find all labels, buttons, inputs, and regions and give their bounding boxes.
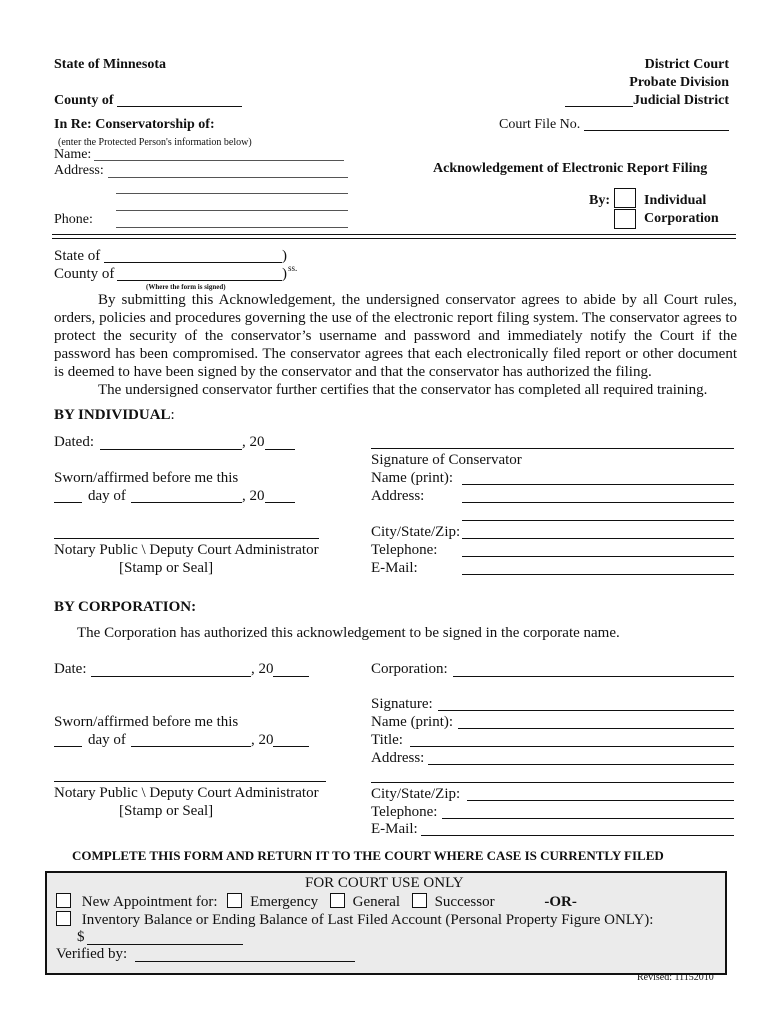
corporation-title-field[interactable] [410,746,734,747]
court-use-box [45,871,727,975]
individual-telephone-label: Telephone: [371,542,438,558]
venue-state-field[interactable] [104,262,282,263]
corporation-name-field[interactable] [453,676,734,677]
address-field-1[interactable] [108,177,348,178]
conservator-signature-label: Signature of Conservator [371,452,522,468]
court-file-no-label: Court File No. [499,117,581,132]
venue-state-label: State of [54,248,101,264]
corporation-date-field[interactable] [91,676,251,677]
court-use-title: FOR COURT USE ONLY [305,875,464,891]
county-row [54,93,114,109]
judicial-district-label: Judicial District [632,93,729,108]
corporation-stamp-label: [Stamp or Seal] [119,803,214,819]
venue-paren-2: ) [282,266,287,282]
individual-checkbox[interactable] [614,188,636,208]
division-title: Probate Division [629,75,729,90]
corporation-statement: The Corporation has authorized this acknowledgement to be signed in the corporate name. [77,625,620,641]
individual-dated-field[interactable] [100,449,242,450]
individual-day-field[interactable] [54,502,82,503]
individual-dated-label: Dated: [54,434,94,450]
phone-label: Phone: [54,212,93,227]
individual-sworn-year-label: , 20 [242,488,265,504]
or-label: -OR- [544,894,577,910]
address-field-2[interactable] [116,193,348,194]
corporation-address-field-2[interactable] [371,782,734,783]
individual-notary-signature-field[interactable] [54,538,319,539]
in-re-label: In Re: Conservatorship of: [54,117,215,132]
state-title: State of Minnesota [54,57,166,72]
instruction-text: (enter the Protected Person's information below) [58,137,252,148]
inventory-row [56,911,653,929]
name-field[interactable] [94,160,344,161]
new-appointment-checkbox[interactable] [56,893,71,908]
acknowledgement-paragraph-2: The undersigned conservator further certifies that the conservator has completed all required training. [98,382,708,398]
individual-month-field[interactable] [131,502,242,503]
corporation-address-label: Address: [371,750,425,766]
individual-dated-year-label: , 20 [242,434,265,450]
return-instruction: COMPLETE THIS FORM AND RETURN IT TO THE COURT WHERE CASE IS CURRENTLY FILED [72,848,664,863]
corporation-name-label: Corporation: [371,661,448,677]
emergency-label: Emergency [250,894,319,910]
phone-field[interactable] [116,227,348,228]
individual-sworn-text: Sworn/affirmed before me this [54,470,239,486]
header-divider [52,234,736,239]
successor-checkbox[interactable] [412,893,427,908]
venue-paren-1: ) [282,248,287,264]
corporation-date-label: Date: [54,661,87,677]
corporation-notary-signature-field[interactable] [54,781,326,782]
corporation-address-field-1[interactable] [428,764,734,765]
corporation-sworn-year-field[interactable] [273,746,309,747]
dollar-label: $ [77,929,85,945]
individual-city-field[interactable] [462,538,734,539]
emergency-checkbox[interactable] [227,893,242,908]
individual-city-label: City/State/Zip: [371,524,461,540]
individual-name-label: Name (print): [371,470,454,486]
corporation-signature-field[interactable] [438,710,734,711]
individual-option-label: Individual [644,193,707,208]
court-title: District Court [644,57,729,72]
acknowledgement-paragraph-1: By submitting this Acknowledgement, the undersigned conservator agrees to abide by all Court rules, orders, policies and procedures governing the use of the electronic report filing system. The conservator agrees to protect the security of the conservator’s username and password and immediately notify the Court if the password has been compromised. The conservator agrees that each electronically filed report or other document is deemed to have been signed by the conservator and that the conservator has authorized the filing. [54,292,737,380]
individual-email-field[interactable] [462,574,734,575]
individual-dated-year-field[interactable] [265,449,295,450]
corporation-day-of-label: day of [88,732,126,748]
verified-by-label: Verified by: [56,946,128,962]
corporation-email-label: E-Mail: [371,821,418,837]
individual-heading [54,407,175,424]
revised-date: Revised: 11152010 [637,972,714,983]
individual-stamp-label: [Stamp or Seal] [119,560,214,576]
corporation-heading: BY CORPORATION: [54,599,197,615]
acknowledgement-text [54,291,737,399]
corporation-city-field[interactable] [467,800,734,801]
where-signed-note: (Where the form is signed) [146,283,226,291]
individual-day-of-label: day of [88,488,126,504]
new-appointment-label: New Appointment for: [81,894,218,910]
ss-label: ss. [288,263,298,273]
corporation-print-name-label: Name (print): [371,714,454,730]
successor-label: Successor [434,894,495,910]
county-field[interactable] [117,106,242,107]
venue-county-field[interactable] [117,280,282,281]
judicial-district-field[interactable] [565,106,633,107]
corporation-option-label: Corporation [644,211,719,226]
by-label: By: [589,193,610,208]
corporation-title-label: Title: [371,732,403,748]
inventory-checkbox[interactable] [56,911,71,926]
address-label: Address: [54,163,104,178]
corporation-signature-label: Signature: [371,696,433,712]
corporation-sworn-year-label: , 20 [251,732,274,748]
individual-address-field-1[interactable] [462,502,734,503]
individual-notary-label: Notary Public \ Deputy Court Administrator [54,542,319,558]
corporation-city-label: City/State/Zip: [371,786,461,802]
conservator-signature-field[interactable] [371,448,734,449]
corporation-date-year-field[interactable] [273,676,309,677]
inventory-amount-field[interactable] [87,944,243,945]
county-label: County of [54,93,114,108]
corporation-email-field[interactable] [421,835,734,836]
individual-heading-colon: : [170,407,175,423]
corporation-day-field[interactable] [54,746,82,747]
individual-sworn-year-field[interactable] [265,502,295,503]
form-title: Acknowledgement of Electronic Report Filing [433,161,708,176]
individual-telephone-field[interactable] [462,556,734,557]
individual-heading-text: BY INDIVIDUAL [54,407,171,423]
individual-email-label: E-Mail: [371,560,418,576]
address-field-3[interactable] [116,210,348,211]
corporation-month-field[interactable] [131,746,251,747]
individual-address-field-2[interactable] [462,520,734,521]
inventory-label: Inventory Balance or Ending Balance of Last Filed Account (Personal Property Figure ONLY): [81,912,654,928]
corporation-print-name-field[interactable] [458,728,734,729]
venue-county-label: County of [54,266,115,282]
individual-name-field[interactable] [462,484,734,485]
corporation-sworn-text: Sworn/affirmed before me this [54,714,239,730]
general-label: General [352,894,401,910]
corporation-telephone-label: Telephone: [371,804,438,820]
general-checkbox[interactable] [330,893,345,908]
name-label: Name: [54,147,92,162]
corporation-notary-label: Notary Public \ Deputy Court Administrator [54,785,319,801]
verified-by-field[interactable] [135,961,355,962]
corporation-checkbox[interactable] [614,209,636,229]
court-file-no-field[interactable] [584,130,729,131]
corporation-telephone-field[interactable] [442,818,734,819]
individual-address-label: Address: [371,488,425,504]
corporation-date-year-label: , 20 [251,661,274,677]
new-appointment-row [56,893,577,911]
